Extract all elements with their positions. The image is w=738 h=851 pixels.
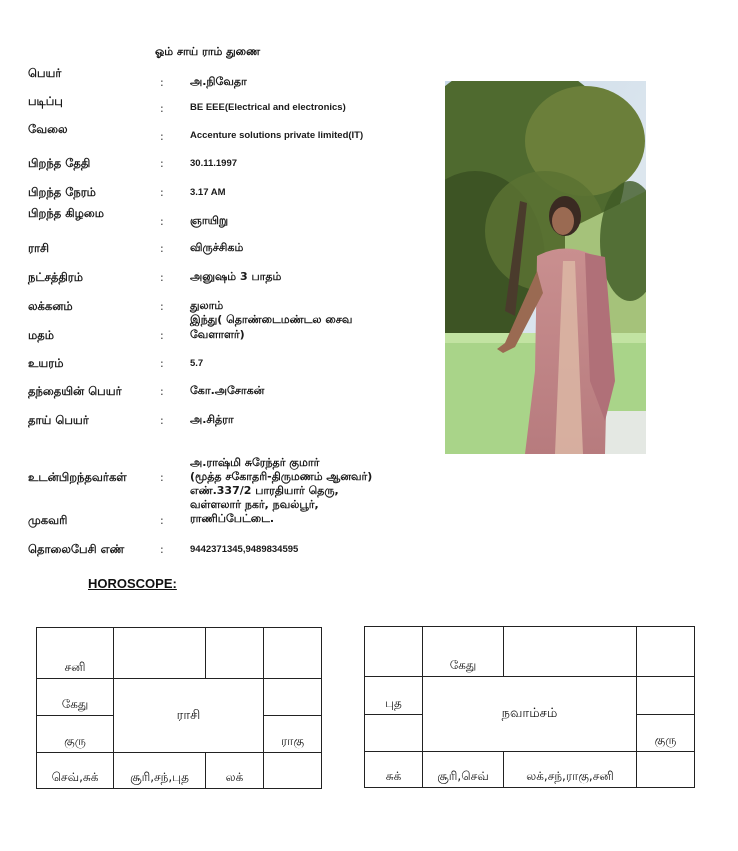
navamsam-cell-r1c4	[636, 626, 695, 677]
field-colon: :	[160, 385, 164, 398]
navamsam-cell-r4c2: சூரி,செவ்	[422, 751, 504, 788]
profile-photo	[445, 81, 646, 454]
rasi-cell-r1c4	[263, 627, 322, 679]
field-label-star: நட்சத்திரம்	[28, 270, 84, 284]
field-label-job: வேலை	[28, 122, 68, 136]
navamsam-center: நவாம்சம்	[422, 676, 637, 752]
field-value-name: அ.நிவேதா	[190, 75, 247, 88]
field-colon: :	[160, 543, 164, 556]
field-value-height: 5.7	[190, 358, 204, 369]
field-value-siblings-line2: (மூத்த சகோதரி-திருமணம் ஆனவர்)	[190, 470, 373, 483]
rasi-cell-r4c2: சூரி,சந்,புத	[113, 752, 206, 789]
navamsam-cell-r2c1: புத	[364, 676, 423, 715]
field-label-mother-name: தாய் பெயர்	[28, 413, 89, 427]
field-value-address-line1: எண்.337/2 பாரதியார் தெரு,	[190, 484, 339, 497]
field-colon: :	[160, 157, 164, 170]
field-colon: :	[160, 102, 164, 115]
field-label-education: படிப்பு	[28, 94, 63, 108]
field-label-religion: மதம்	[28, 328, 54, 342]
field-colon: :	[160, 471, 164, 484]
field-label-birth-time: பிறந்த நேரம்	[28, 185, 96, 199]
rasi-cell-r3c1: குரு	[36, 715, 114, 753]
field-label-height: உயரம்	[28, 356, 64, 370]
navamsam-cell-r1c3	[503, 626, 637, 677]
page-header-title: ஓம் சாய் ராம் துணை	[155, 45, 261, 58]
rasi-cell-r1c1: சனி	[36, 627, 114, 679]
field-value-birth-day: ஞாயிறு	[190, 214, 229, 227]
field-value-star: அனுஷம் 3 பாதம்	[190, 270, 282, 283]
field-value-mother-name: அ.சித்ரா	[190, 413, 234, 426]
field-label-birth-date: பிறந்த தேதி	[28, 156, 91, 170]
rasi-center: ராசி	[113, 678, 264, 753]
navamsam-cell-r4c1: சுக்	[364, 751, 423, 788]
field-value-address-line3: ராணிப்பேட்டை.	[190, 512, 275, 525]
field-value-education: BE EEE(Electrical and electronics)	[190, 102, 346, 113]
rasi-chart	[36, 627, 322, 789]
navamsam-cell-r4c3: லக்,சந்,ராகு,சனி	[503, 751, 637, 788]
field-value-phone: 9442371345,9489834595	[190, 544, 299, 555]
field-value-siblings-line1: அ.ராஷ்மி சுரேந்தர் குமார்	[190, 456, 320, 469]
navamsam-cell-r4c4	[636, 751, 695, 788]
field-value-religion-line2: வேளாளர்)	[190, 328, 245, 341]
field-colon: :	[160, 271, 164, 284]
field-colon: :	[160, 76, 164, 89]
rasi-cell-r3c4: ராகு	[263, 715, 322, 753]
field-label-birth-day: பிறந்த கிழமை	[28, 206, 105, 220]
field-colon: :	[160, 130, 164, 143]
rasi-cell-r2c1: கேது	[36, 678, 114, 716]
navamsam-chart	[364, 626, 695, 788]
field-label-father-name: தந்தையின் பெயர்	[28, 384, 122, 398]
navamsam-cell-r2c4	[636, 676, 695, 715]
field-value-birth-date: 30.11.1997	[190, 158, 238, 169]
field-value-birth-time: 3.17 AM	[190, 187, 226, 198]
field-colon: :	[160, 357, 164, 370]
field-label-name: பெயர்	[28, 66, 62, 80]
rasi-cell-r4c4	[263, 752, 322, 789]
field-label-phone: தொலைபேசி எண்	[28, 542, 125, 556]
field-label-address: முகவரி	[28, 513, 68, 527]
field-value-religion-line1: இந்து( தொண்டைமண்டல சைவ	[190, 313, 353, 326]
field-colon: :	[160, 414, 164, 427]
rasi-cell-r4c3: லக்	[205, 752, 264, 789]
field-label-rasi: ராசி	[28, 241, 49, 255]
field-value-father-name: கோ.அசோகன்	[190, 384, 265, 397]
rasi-cell-r1c2	[113, 627, 206, 679]
navamsam-cell-r1c1	[364, 626, 423, 677]
field-colon: :	[160, 514, 164, 527]
rasi-cell-r1c3	[205, 627, 264, 679]
field-label-lagnam: லக்கனம்	[28, 299, 73, 313]
field-value-rasi: விருச்சிகம்	[190, 241, 244, 254]
navamsam-cell-r1c2: கேது	[422, 626, 504, 677]
field-colon: :	[160, 215, 164, 228]
navamsam-cell-r3c1	[364, 714, 423, 752]
field-value-lagnam: துலாம்	[190, 299, 224, 312]
horoscope-title: HOROSCOPE:	[88, 576, 177, 591]
rasi-cell-r4c1: செவ்,சுக்	[36, 752, 114, 789]
field-colon: :	[160, 186, 164, 199]
field-colon: :	[160, 300, 164, 313]
field-value-job: Accenture solutions private limited(IT)	[190, 130, 364, 141]
field-colon: :	[160, 329, 164, 342]
navamsam-cell-r3c4: குரு	[636, 714, 695, 752]
field-colon: :	[160, 242, 164, 255]
rasi-cell-r2c4	[263, 678, 322, 716]
field-value-address-line2: வள்ளலார் நகர், நவல்பூர்,	[190, 498, 319, 511]
field-label-siblings: உடன்பிறந்தவர்கள்	[28, 470, 127, 484]
